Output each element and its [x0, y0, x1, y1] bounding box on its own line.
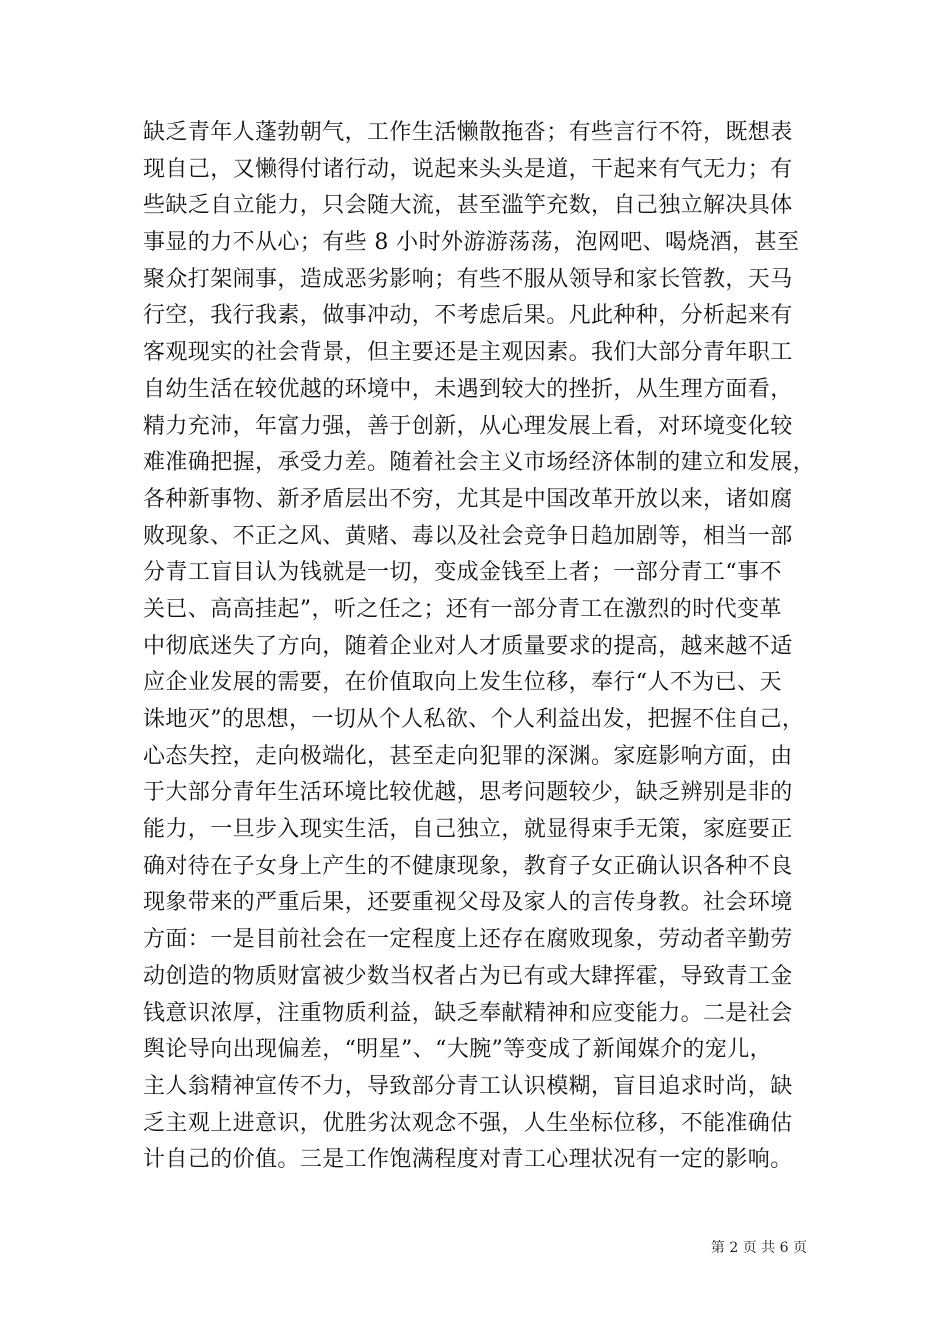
text-line: 舆论导向出现偏差，“明星”、“大腕”等变成了新闻媒介的宠儿，	[143, 1037, 772, 1063]
text-line: 关已、高高挂起”，听之任之；还有一部分青工在激烈的时代变革	[143, 596, 782, 622]
text-line: 现象带来的严重后果，还要重视父母及家人的言传身教。社会环境	[143, 890, 793, 916]
text-line: 各种新事物、新矛盾层出不穷，尤其是中国改革开放以来，诸如腐	[143, 486, 793, 512]
text-line: 客观现实的社会背景，但主要还是主观因素。我们大部分青年职工	[143, 340, 793, 366]
text-line: 行空，我行我素，做事冲动，不考虑后果。凡此种种，分析起来有	[143, 303, 793, 329]
text-line: 败现象、不正之风、黄赌、毒以及社会竞争日趋加剧等，相当一部	[143, 523, 793, 549]
page-number: 第 2 页 共 6 页	[710, 1240, 807, 1256]
text-line: 应企业发展的需要，在价值取向上发生位移，奉行“人不为已、天	[143, 670, 782, 696]
text-line: 聚众打架闹事，造成恶劣影响；有些不服从领导和家长管教，天马	[143, 266, 793, 292]
text-line: 事显的力不从心；有些 8 小时外游游荡荡，泡网吧、喝烧酒，甚至	[143, 230, 800, 256]
text-line: 乏主观上进意识，优胜劣汰观念不强，人生坐标位移，不能准确估	[143, 1110, 793, 1136]
text-line: 缺乏青年人蓬勃朝气，工作生活懒散拖沓；有些言行不符，既想表	[143, 120, 793, 145]
text-line: 心态失控，走向极端化，甚至走向犯罪的深渊。家庭影响方面，由	[143, 743, 793, 769]
text-line: 钱意识浓厚，注重物质利益，缺乏奉献精神和应变能力。二是社会	[143, 1000, 793, 1026]
text-line: 于大部分青年生活环境比较优越，思考问题较少，缺乏辨别是非的	[143, 780, 793, 806]
text-line: 计自己的价值。三是工作饱满程度对青工心理状况有一定的影响。	[143, 1147, 793, 1173]
text-line: 精力充沛，年富力强，善于创新，从心理发展上看，对环境变化较	[143, 413, 793, 439]
text-line: 方面：一是目前社会在一定程度上还存在腐败现象，劳动者辛勤劳	[143, 927, 793, 953]
text-line: 些缺乏自立能力，只会随大流，甚至滥竽充数，自己独立解决具体	[143, 193, 793, 219]
text-line: 分青工盲目认为钱就是一切，变成金钱至上者；一部分青工“事不	[143, 560, 782, 586]
body-paragraph	[143, 115, 823, 1179]
text-line: 难准确把握，承受力差。随着社会主义市场经济体制的建立和发展，	[143, 450, 816, 476]
text-line: 主人翁精神宣传不力，导致部分青工认识模糊，盲目追求时尚，缺	[143, 1073, 793, 1099]
text-line: 动创造的物质财富被少数当权者占为已有或大肆挥霍，导致青工金	[143, 963, 793, 989]
text-line: 中彻底迷失了方向，随着企业对人才质量要求的提高，越来越不适	[143, 633, 793, 659]
text-line: 诛地灭”的思想，一切从个人私欲、个人利益出发，把握不住自己，	[143, 707, 805, 732]
text-line: 确对待在子女身上产生的不健康现象，教育子女正确认识各种不良	[143, 853, 793, 879]
text-line: 自幼生活在较优越的环境中，未遇到较大的挫折，从生理方面看，	[143, 376, 793, 402]
text-line: 能力，一旦步入现实生活，自己独立，就显得束手无策，家庭要正	[143, 817, 793, 843]
text-line: 现自己，又懒得付诸行动，说起来头头是道，干起来有气无力；有	[143, 156, 793, 182]
